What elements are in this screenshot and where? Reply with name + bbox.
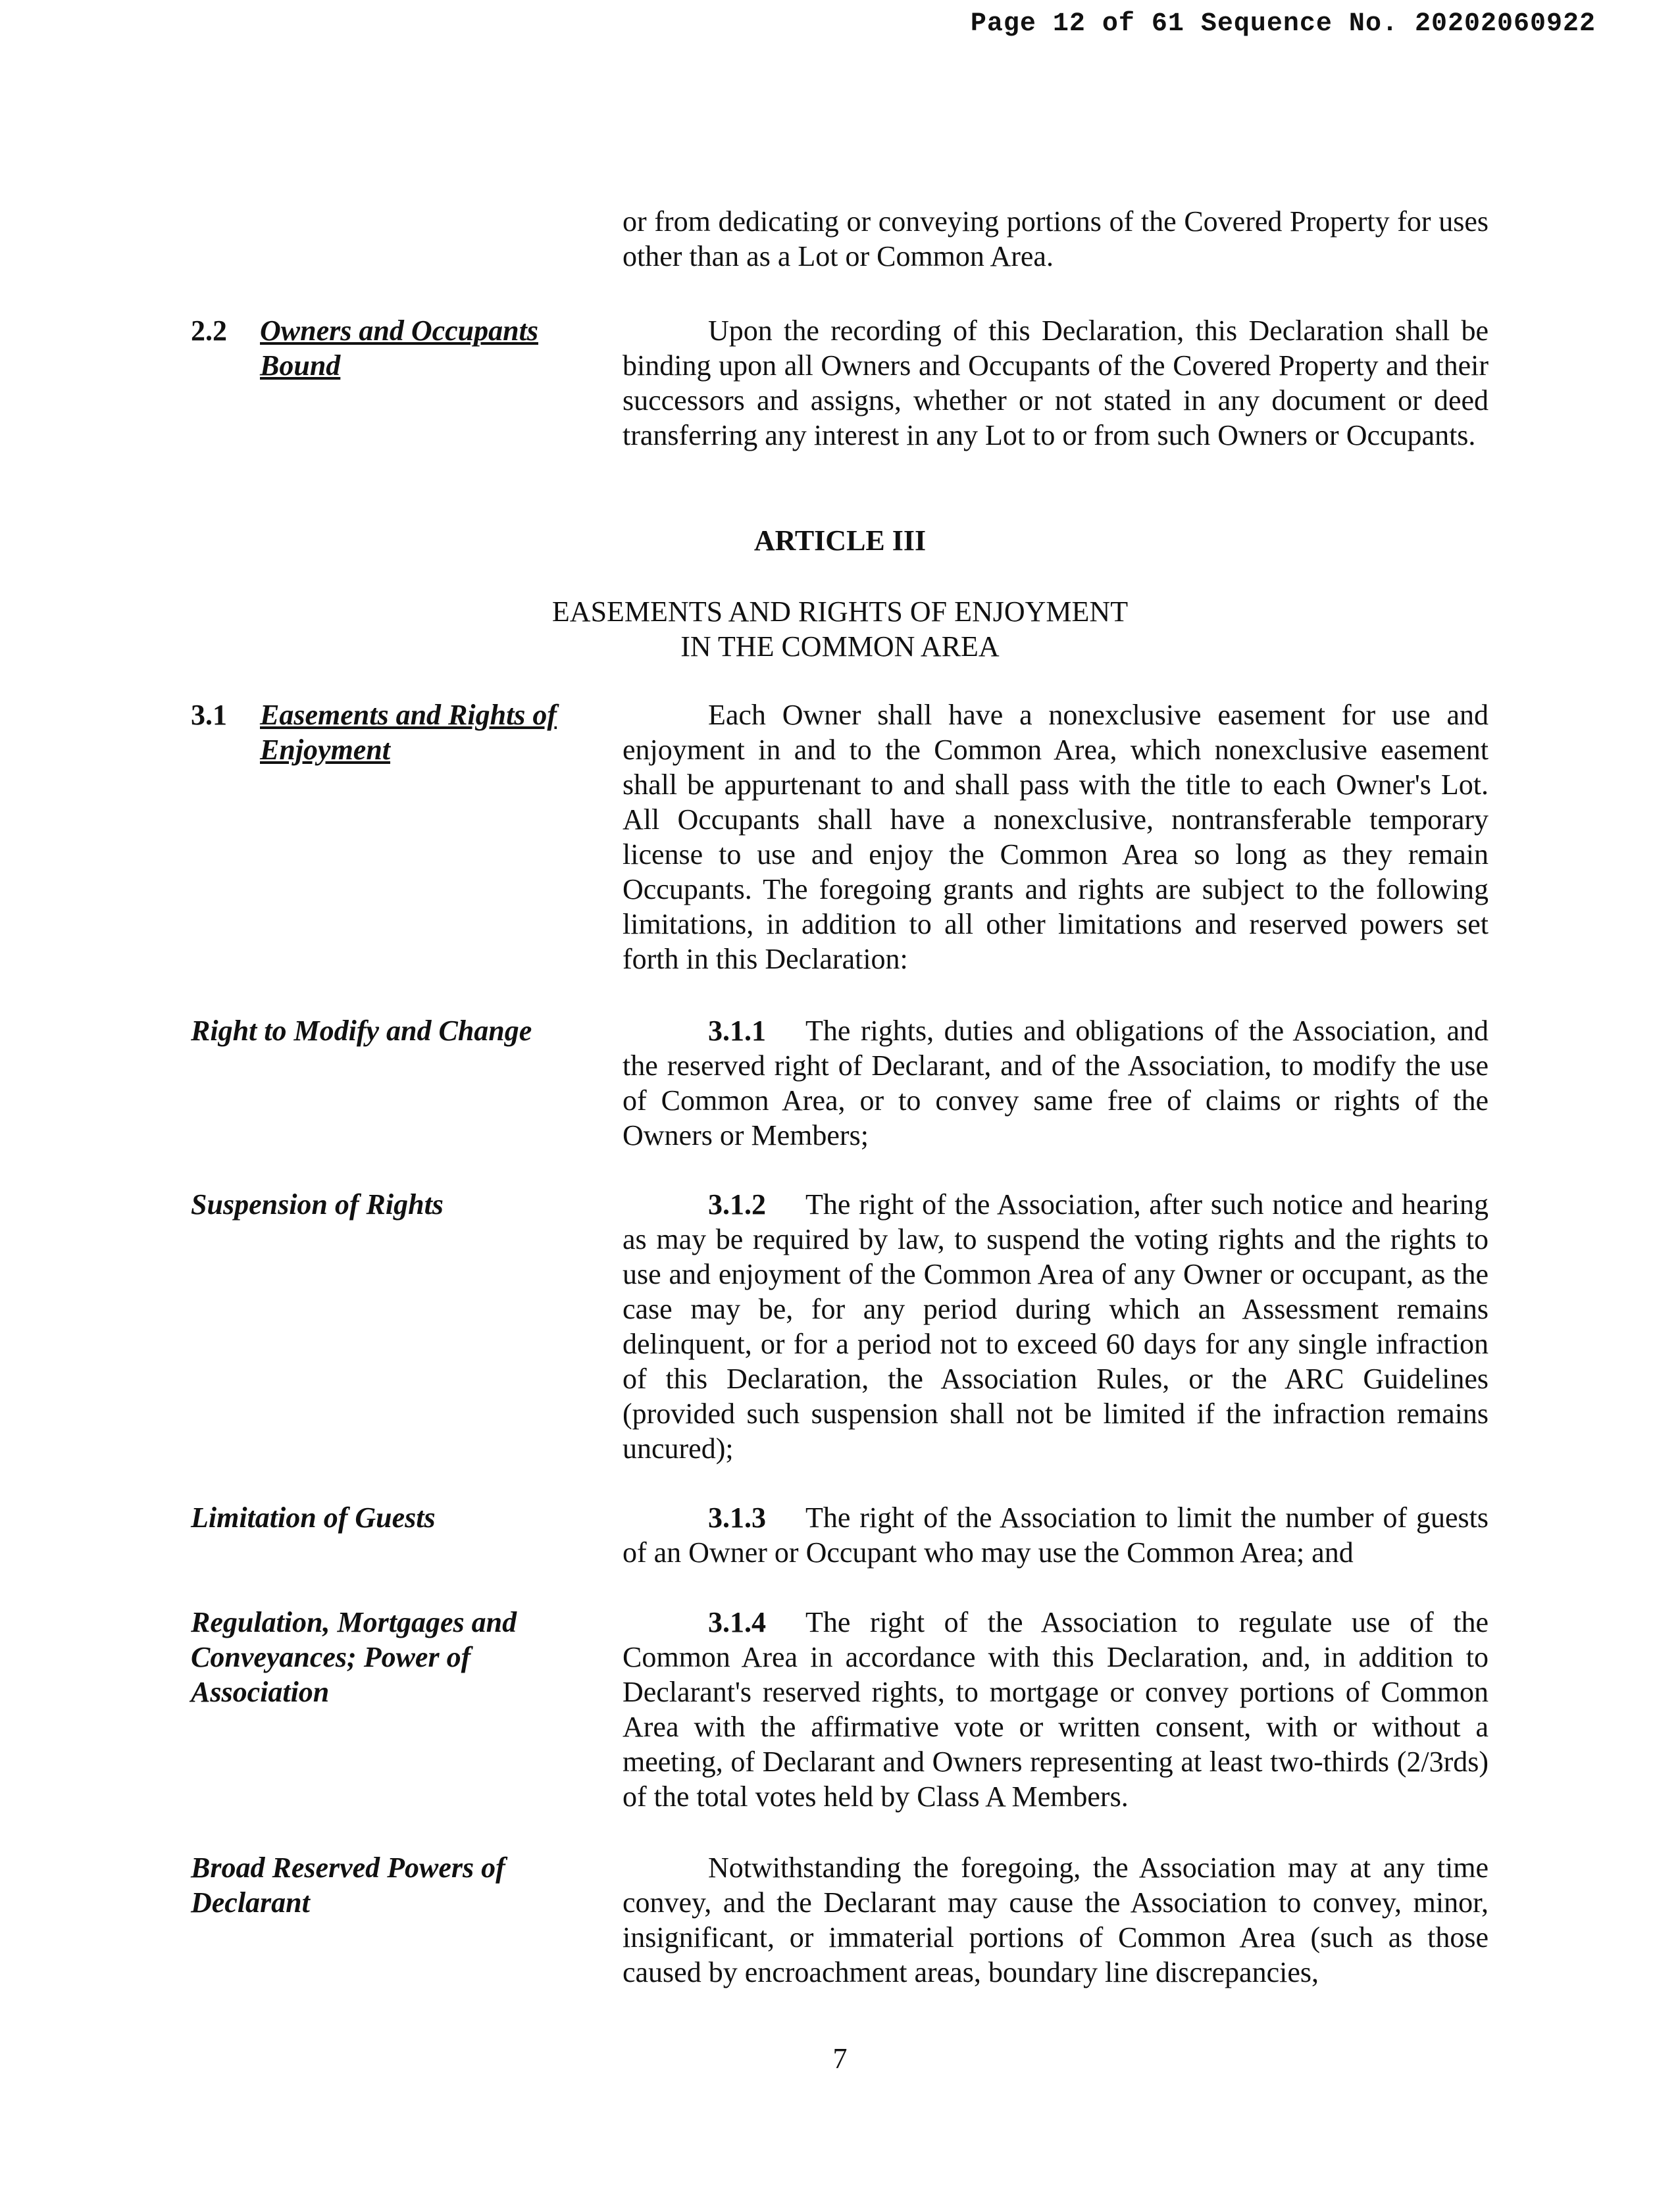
section-2-2-title: Owners and Occupants Bound	[260, 315, 538, 382]
subsection-text: The rights, duties and obligations of the Association, and the reserved right of Declarant, and of the Association, to modify the use of Common Area, or to convey same free of claims or rights of the Owners or Members;	[623, 1015, 1489, 1151]
page-number: 7	[832, 2042, 848, 2075]
subsection-text: The right of the Association, after such notice and hearing as may be required by law, to suspend the voting rights and the rights to use and enjoyment of the Common Area of any Owner or occupant, as the case may be, for any period during which an Assessment remains delinquent, or for a period not to exceed 60 days for any single infraction of this Declaration, the Association Rules, or the ARC Guidelines (provided such suspension shall not be limited if the infraction remains uncured);	[623, 1188, 1489, 1465]
article-title-line1: EASEMENTS AND RIGHTS OF ENJOYMENT	[551, 595, 1129, 628]
page-header: Page 12 of 61 Sequence No. 20202060922	[970, 9, 1596, 39]
subsection-number: 3.1.4	[708, 1606, 766, 1638]
section-2-2-number: 2.2	[191, 315, 227, 347]
subsection-label-guests: Limitation of Guests	[191, 1501, 436, 1534]
subsection-number: 3.1.3	[708, 1501, 766, 1534]
article-title-line2: IN THE COMMON AREA	[680, 630, 1000, 663]
subsection-number: 3.1.1	[708, 1015, 766, 1047]
subsection-label-regulation: Regulation, Mortgages and Conveyances; Power of Association	[191, 1606, 517, 1708]
subsection-label-suspension: Suspension of Rights	[191, 1188, 444, 1221]
subsection-3-1-4	[623, 1605, 1489, 1814]
subsection-label-right-to-modify: Right to Modify and Change	[191, 1015, 532, 1047]
broad-powers-text: Notwithstanding the foregoing, the Association may at any time convey, and the Declarant may cause the Association to convey, minor, insignificant, or immaterial portions of Common Area (such as those caused by encroachment areas, boundary line discrepancies,	[623, 1852, 1489, 1988]
section-3-1-number: 3.1	[191, 699, 227, 731]
subsection-number: 3.1.2	[708, 1188, 766, 1221]
broad-powers-label: Broad Reserved Powers of Declarant	[191, 1852, 505, 1919]
subsection-text: The right of the Association to regulate use of the Common Area in accordance with this Declaration, and, in addition to Declarant's reserved rights, to mortgage or convey portions of Common Area with the affirmative vote or written consent, with or without a meeting, of Declarant and Owners representing at least two-thirds (2/3rds) of the total votes held by Class A Members.	[623, 1606, 1489, 1813]
subsection-3-1-1	[623, 1013, 1489, 1153]
section-3-1-title: Easements and Rights of Enjoyment	[260, 699, 557, 766]
subsection-text: The right of the Association to limit the number of guests of an Owner or Occupant who may use the Common Area; and	[623, 1501, 1489, 1569]
continuation-paragraph: or from dedicating or conveying portions of the Covered Property for uses other than as a Lot or Common Area.	[623, 205, 1489, 272]
subsection-3-1-2	[623, 1187, 1489, 1466]
section-2-2-text: Upon the recording of this Declaration, this Declaration shall be binding upon all Owners and Occupants of the Covered Property and their successors and assigns, whether or not stated in any document or deed transferring any interest in any Lot to or from such Owners or Occupants.	[623, 315, 1489, 451]
article-heading: ARTICLE III	[753, 524, 927, 557]
section-3-1-text: Each Owner shall have a nonexclusive easement for use and enjoyment in and to the Common Area, which nonexclusive easement shall be appurtenant to and shall pass with the title to each Owner's Lot. All Occupants shall have a nonexclusive, nontransferable temporary license to use and enjoy the Common Area so long as they remain Occupants. The foregoing grants and rights are subject to the following limitations, in addition to all other limitations and reserved powers set forth in this Declaration:	[623, 699, 1489, 975]
subsection-3-1-3	[623, 1500, 1489, 1570]
